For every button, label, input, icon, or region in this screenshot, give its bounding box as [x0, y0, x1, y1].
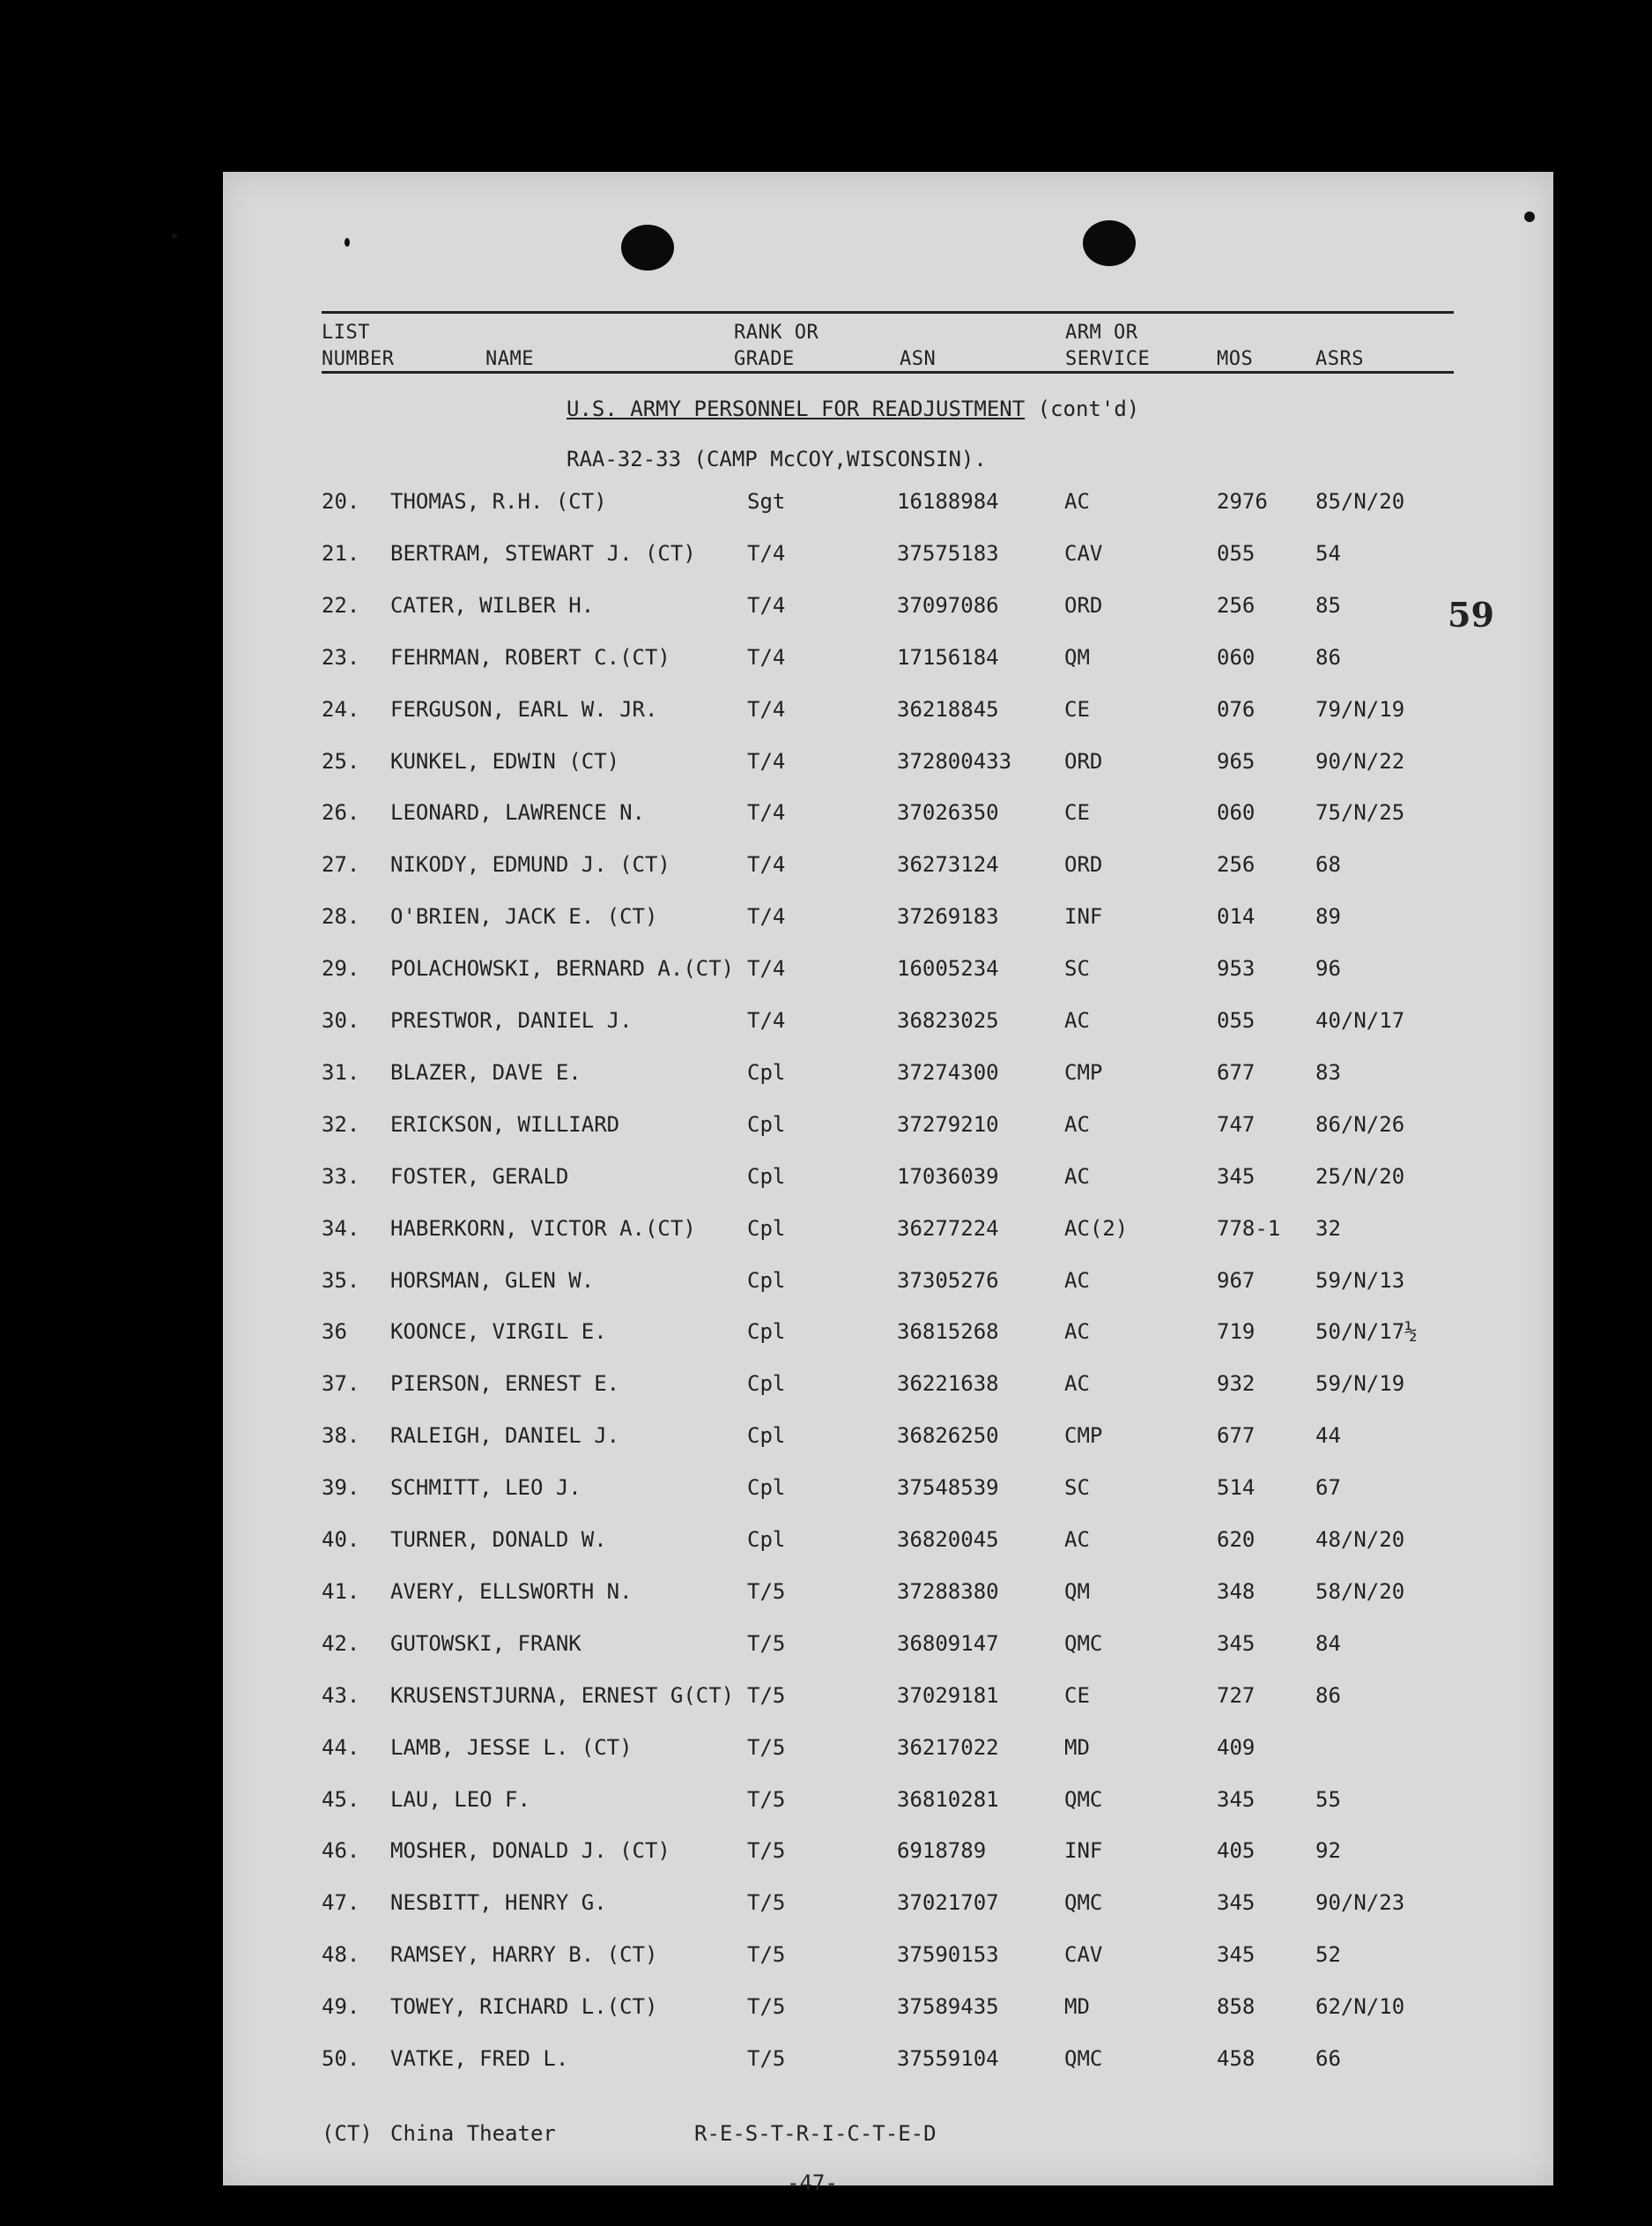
cell-asn: 36809147 [897, 1630, 999, 1656]
cell-asrs: 59/N/19 [1315, 1371, 1405, 1397]
speck [172, 234, 177, 239]
punch-hole-right [1083, 220, 1136, 266]
cell-arm-service: CMP [1064, 1423, 1103, 1449]
cell-asrs: 90/N/23 [1315, 1890, 1405, 1916]
cell-rank: T/5 [747, 2046, 786, 2071]
cell-mos: 345 [1217, 1942, 1256, 1968]
cell-arm-service: ORD [1064, 852, 1103, 878]
cell-arm-service: INF [1064, 904, 1103, 930]
cell-asrs: 55 [1315, 1786, 1341, 1812]
cell-name: RAMSEY, HARRY B. (CT) [390, 1942, 658, 1968]
cell-name: CATER, WILBER H. [390, 592, 595, 618]
cell-name: BERTRAM, STEWART J. (CT) [390, 540, 696, 566]
cell-name: LAU, LEO F. [390, 1786, 530, 1812]
cell-rank: Cpl [747, 1371, 786, 1397]
cell-rank: Cpl [747, 1423, 786, 1449]
bottom-page-number: -47- [787, 2170, 838, 2195]
cell-arm-service: INF [1064, 1838, 1103, 1864]
cell-asrs: 62/N/10 [1315, 1994, 1405, 2020]
cell-asrs: 32 [1315, 1215, 1341, 1241]
speck [1524, 211, 1535, 222]
cell-name: AVERY, ELLSWORTH N. [390, 1578, 633, 1604]
cell-list-number: 46. [322, 1838, 360, 1864]
cell-asn: 37305276 [897, 1267, 999, 1293]
cell-asrs: 52 [1315, 1942, 1341, 1968]
cell-mos: 256 [1217, 852, 1256, 878]
cell-asrs: 25/N/20 [1315, 1163, 1405, 1189]
cell-list-number: 43. [322, 1682, 360, 1708]
cell-asrs: 89 [1315, 904, 1341, 930]
cell-name: TOWEY, RICHARD L.(CT) [390, 1994, 658, 2020]
cell-asrs: 86 [1315, 644, 1341, 670]
cell-asrs: 75/N/25 [1315, 800, 1405, 826]
cell-mos: 409 [1217, 1734, 1256, 1760]
cell-asn: 16188984 [897, 489, 999, 514]
cell-name: ERICKSON, WILLIARD [390, 1111, 620, 1137]
cell-arm-service: AC [1064, 1319, 1090, 1345]
cell-mos: 076 [1217, 696, 1256, 722]
cell-mos: 055 [1217, 1008, 1256, 1033]
cell-arm-service: CE [1064, 800, 1090, 826]
table-row [223, 1112, 1553, 1147]
header-bottom-rule [322, 371, 1454, 374]
cell-rank: T/5 [747, 1578, 786, 1604]
cell-name: RALEIGH, DANIEL J. [390, 1423, 620, 1449]
cell-arm-service: QMC [1064, 1630, 1103, 1656]
cell-arm-service: CAV [1064, 1942, 1103, 1968]
table-row [223, 645, 1553, 680]
cell-rank: Sgt [747, 489, 786, 514]
cell-asn: 36823025 [897, 1008, 999, 1033]
cell-list-number: 21. [322, 540, 360, 566]
cell-rank: T/4 [747, 904, 786, 930]
table-row [223, 593, 1553, 628]
cell-rank: T/5 [747, 1838, 786, 1864]
header-rank: RANK OR GRADE [734, 322, 819, 370]
header-asrs: ASRS [1315, 348, 1364, 370]
cell-list-number: 30. [322, 1008, 360, 1033]
cell-list-number: 44. [322, 1734, 360, 1760]
cell-arm-service: SC [1064, 1475, 1090, 1501]
cell-mos: 405 [1217, 1838, 1256, 1864]
cell-arm-service: CAV [1064, 540, 1103, 566]
cell-rank: Cpl [747, 1163, 786, 1189]
table-row [223, 1319, 1553, 1354]
header-asn: ASN [900, 348, 937, 370]
cell-asn: 6918789 [897, 1838, 987, 1864]
cell-rank: T/4 [747, 748, 786, 774]
cell-name: GUTOWSKI, FRANK [390, 1630, 582, 1656]
cell-asn: 37269183 [897, 904, 999, 930]
cell-arm-service: CE [1064, 696, 1090, 722]
speck [344, 238, 350, 247]
cell-list-number: 47. [322, 1890, 360, 1916]
footer-meaning: China Theater [390, 2121, 556, 2146]
cell-asn: 36273124 [897, 852, 999, 878]
cell-mos: 953 [1217, 956, 1256, 982]
cell-asrs: 86 [1315, 1682, 1341, 1708]
cell-mos: 345 [1217, 1890, 1256, 1916]
cell-name: NIKODY, EDMUND J. (CT) [390, 852, 670, 878]
table-row [223, 1838, 1553, 1874]
cell-asn: 17156184 [897, 644, 999, 670]
cell-asrs: 50/N/17½ [1315, 1319, 1418, 1345]
cell-asn: 16005234 [897, 956, 999, 982]
cell-arm-service: ORD [1064, 748, 1103, 774]
cell-mos: 060 [1217, 644, 1256, 670]
cell-rank: T/5 [747, 1734, 786, 1760]
cell-list-number: 29. [322, 956, 360, 982]
cell-asrs: 68 [1315, 852, 1341, 878]
cell-list-number: 45. [322, 1786, 360, 1812]
cell-asn: 37575183 [897, 540, 999, 566]
cell-arm-service: AC [1064, 1008, 1090, 1033]
header-arm: ARM OR SERVICE [1065, 322, 1151, 370]
cell-rank: T/5 [747, 1630, 786, 1656]
table-row [223, 1527, 1553, 1562]
cell-name: PRESTWOR, DANIEL J. [390, 1008, 633, 1033]
cell-list-number: 31. [322, 1059, 360, 1085]
cell-asn: 37548539 [897, 1475, 999, 1501]
cell-arm-service: CMP [1064, 1059, 1103, 1085]
header-top-rule [322, 311, 1454, 314]
cell-rank: Cpl [747, 1059, 786, 1085]
cell-arm-service: QMC [1064, 1786, 1103, 1812]
cell-rank: Cpl [747, 1475, 786, 1501]
cell-arm-service: AC [1064, 1163, 1090, 1189]
cell-rank: Cpl [747, 1319, 786, 1345]
cell-asrs: 92 [1315, 1838, 1341, 1864]
cell-rank: T/5 [747, 1682, 786, 1708]
table-row [223, 1423, 1553, 1458]
cell-mos: 858 [1217, 1994, 1256, 2020]
table-row [223, 800, 1553, 835]
cell-name: POLACHOWSKI, BERNARD A.(CT) [390, 956, 735, 982]
cell-rank: T/5 [747, 1942, 786, 1968]
table-row [223, 749, 1553, 784]
cell-rank: T/4 [747, 644, 786, 670]
cell-list-number: 40. [322, 1527, 360, 1552]
cell-asn: 36820045 [897, 1527, 999, 1552]
cell-rank: Cpl [747, 1267, 786, 1293]
table-row [223, 1216, 1553, 1251]
cell-asn: 37288380 [897, 1578, 999, 1604]
cell-rank: T/4 [747, 956, 786, 982]
cell-mos: 965 [1217, 748, 1256, 774]
cell-asn: 17036039 [897, 1163, 999, 1189]
cell-list-number: 25. [322, 748, 360, 774]
cell-arm-service: QMC [1064, 1890, 1103, 1916]
cell-list-number: 26. [322, 800, 360, 826]
page-number-stamp: 59 [1448, 595, 1494, 634]
punch-hole-left [621, 225, 674, 271]
cell-rank: Cpl [747, 1527, 786, 1552]
table-row [223, 1475, 1553, 1510]
cell-arm-service: QMC [1064, 2046, 1103, 2071]
table-row [223, 1631, 1553, 1666]
section-title: U.S. ARMY PERSONNEL FOR READJUSTMENT (cont'd) [567, 397, 1140, 421]
cell-list-number: 27. [322, 852, 360, 878]
cell-name: HABERKORN, VICTOR A.(CT) [390, 1215, 696, 1241]
cell-arm-service: QM [1064, 1578, 1090, 1604]
cell-mos: 620 [1217, 1527, 1256, 1552]
cell-mos: 677 [1217, 1423, 1256, 1449]
cell-name: MOSHER, DONALD J. (CT) [390, 1838, 670, 1864]
cell-name: FERGUSON, EARL W. JR. [390, 696, 658, 722]
table-row [223, 1787, 1553, 1822]
cell-mos: 348 [1217, 1578, 1256, 1604]
cell-asn: 37026350 [897, 800, 999, 826]
cell-name: BLAZER, DAVE E. [390, 1059, 582, 1085]
table-row [223, 1008, 1553, 1043]
cell-mos: 967 [1217, 1267, 1256, 1293]
cell-asrs: 67 [1315, 1475, 1341, 1501]
cell-arm-service: AC [1064, 489, 1090, 514]
cell-arm-service: AC(2) [1064, 1215, 1129, 1241]
cell-name: LAMB, JESSE L. (CT) [390, 1734, 633, 1760]
table-row [223, 1371, 1553, 1406]
table-row [223, 956, 1553, 991]
cell-asrs: 59/N/13 [1315, 1267, 1405, 1293]
table-row [223, 1268, 1553, 1303]
cell-rank: Cpl [747, 1111, 786, 1137]
cell-asrs: 66 [1315, 2046, 1341, 2071]
cell-rank: T/4 [747, 696, 786, 722]
cell-name: VATKE, FRED L. [390, 2046, 569, 2071]
cell-name: SCHMITT, LEO J. [390, 1475, 582, 1501]
cell-asn: 37279210 [897, 1111, 999, 1137]
cell-asn: 37021707 [897, 1890, 999, 1916]
table-row [223, 1994, 1553, 2029]
cell-rank: T/5 [747, 1994, 786, 2020]
table-row [223, 852, 1553, 887]
cell-name: O'BRIEN, JACK E. (CT) [390, 904, 658, 930]
cell-asn: 36277224 [897, 1215, 999, 1241]
header-name: NAME [485, 348, 534, 370]
cell-arm-service: AC [1064, 1371, 1090, 1397]
classification-mark: R-E-S-T-R-I-C-T-E-D [694, 2121, 937, 2146]
cell-mos: 345 [1217, 1786, 1256, 1812]
cell-arm-service: SC [1064, 956, 1090, 982]
cell-name: KUNKEL, EDWIN (CT) [390, 748, 620, 774]
cell-asrs: 85/N/20 [1315, 489, 1405, 514]
cell-mos: 256 [1217, 592, 1256, 618]
cell-asrs: 85 [1315, 592, 1341, 618]
footer-code: (CT) [322, 2121, 373, 2146]
cell-asrs: 84 [1315, 1630, 1341, 1656]
cell-name: PIERSON, ERNEST E. [390, 1371, 620, 1397]
header-mos: MOS [1217, 348, 1254, 370]
cell-rank: T/5 [747, 1890, 786, 1916]
cell-asrs: 48/N/20 [1315, 1527, 1405, 1552]
cell-list-number: 36 [322, 1319, 347, 1345]
cell-name: THOMAS, R.H. (CT) [390, 489, 607, 514]
cell-list-number: 32. [322, 1111, 360, 1137]
cell-mos: 055 [1217, 540, 1256, 566]
cell-mos: 727 [1217, 1682, 1256, 1708]
cell-list-number: 50. [322, 2046, 360, 2071]
table-row [223, 1164, 1553, 1199]
cell-list-number: 42. [322, 1630, 360, 1656]
cell-asrs: 86/N/26 [1315, 1111, 1405, 1137]
cell-arm-service: AC [1064, 1267, 1090, 1293]
cell-asrs: 40/N/17 [1315, 1008, 1405, 1033]
cell-rank: T/4 [747, 1008, 786, 1033]
table-row [223, 1060, 1553, 1095]
cell-asn: 37590153 [897, 1942, 999, 1968]
cell-asrs: 54 [1315, 540, 1341, 566]
cell-rank: T/4 [747, 800, 786, 826]
cell-list-number: 34. [322, 1215, 360, 1241]
cell-asrs: 44 [1315, 1423, 1341, 1449]
cell-asn: 36815268 [897, 1319, 999, 1345]
cell-list-number: 22. [322, 592, 360, 618]
cell-asn: 37029181 [897, 1682, 999, 1708]
table-row [223, 1890, 1553, 1925]
cell-rank: T/4 [747, 540, 786, 566]
cell-list-number: 39. [322, 1475, 360, 1501]
table-row [223, 1579, 1553, 1614]
cell-name: FEHRMAN, ROBERT C.(CT) [390, 644, 670, 670]
cell-name: NESBITT, HENRY G. [390, 1890, 607, 1916]
cell-mos: 2976 [1217, 489, 1268, 514]
cell-mos: 719 [1217, 1319, 1256, 1345]
cell-list-number: 38. [322, 1423, 360, 1449]
cell-arm-service: ORD [1064, 592, 1103, 618]
cell-mos: 747 [1217, 1111, 1256, 1137]
cell-asn: 37589435 [897, 1994, 999, 2020]
cell-mos: 677 [1217, 1059, 1256, 1085]
cell-list-number: 49. [322, 1994, 360, 2020]
cell-mos: 778-1 [1217, 1215, 1281, 1241]
cell-arm-service: MD [1064, 1994, 1090, 2020]
cell-name: HORSMAN, GLEN W. [390, 1267, 595, 1293]
cell-mos: 514 [1217, 1475, 1256, 1501]
cell-list-number: 41. [322, 1578, 360, 1604]
cell-name: KOONCE, VIRGIL E. [390, 1319, 607, 1345]
cell-name: FOSTER, GERALD [390, 1163, 569, 1189]
cell-asn: 37559104 [897, 2046, 999, 2071]
cell-list-number: 20. [322, 489, 360, 514]
cell-mos: 014 [1217, 904, 1256, 930]
cell-asrs: 58/N/20 [1315, 1578, 1405, 1604]
cell-arm-service: AC [1064, 1111, 1090, 1137]
cell-asn: 36221638 [897, 1371, 999, 1397]
cell-asn: 372800433 [897, 748, 1012, 774]
cell-mos: 458 [1217, 2046, 1256, 2071]
cell-arm-service: AC [1064, 1527, 1090, 1552]
cell-name: TURNER, DONALD W. [390, 1527, 607, 1552]
cell-rank: T/4 [747, 852, 786, 878]
cell-list-number: 28. [322, 904, 360, 930]
table-row [223, 697, 1553, 732]
section-subtitle: RAA-32-33 (CAMP McCOY,WISCONSIN). [567, 447, 987, 471]
cell-arm-service: QM [1064, 644, 1090, 670]
cell-asrs: 90/N/22 [1315, 748, 1405, 774]
cell-rank: T/4 [747, 592, 786, 618]
cell-name: KRUSENSTJURNA, ERNEST G(CT) [390, 1682, 735, 1708]
cell-asrs: 83 [1315, 1059, 1341, 1085]
cell-asn: 36218845 [897, 696, 999, 722]
table-row [223, 1683, 1553, 1718]
cell-asrs: 96 [1315, 956, 1341, 982]
cell-list-number: 23. [322, 644, 360, 670]
cell-mos: 060 [1217, 800, 1256, 826]
table-row [223, 1735, 1553, 1770]
cell-list-number: 24. [322, 696, 360, 722]
cell-asn: 37097086 [897, 592, 999, 618]
cell-asn: 36810281 [897, 1786, 999, 1812]
table-row [223, 2046, 1553, 2081]
cell-arm-service: MD [1064, 1734, 1090, 1760]
cell-asn: 36217022 [897, 1734, 999, 1760]
cell-mos: 345 [1217, 1163, 1256, 1189]
document-page [223, 172, 1553, 2195]
cell-list-number: 33. [322, 1163, 360, 1189]
table-row [223, 904, 1553, 939]
cell-rank: Cpl [747, 1215, 786, 1241]
cell-list-number: 48. [322, 1942, 360, 1968]
cell-asn: 37274300 [897, 1059, 999, 1085]
table-row [223, 489, 1553, 524]
cell-arm-service: CE [1064, 1682, 1090, 1708]
cell-mos: 345 [1217, 1630, 1256, 1656]
cell-mos: 932 [1217, 1371, 1256, 1397]
table-row [223, 1942, 1553, 1977]
cell-list-number: 35. [322, 1267, 360, 1293]
cell-asn: 36826250 [897, 1423, 999, 1449]
header-list-number: LIST NUMBER [322, 322, 395, 370]
table-row [223, 541, 1553, 576]
cell-name: LEONARD, LAWRENCE N. [390, 800, 645, 826]
cell-rank: T/5 [747, 1786, 786, 1812]
cell-asrs: 79/N/19 [1315, 696, 1405, 722]
cell-list-number: 37. [322, 1371, 360, 1397]
